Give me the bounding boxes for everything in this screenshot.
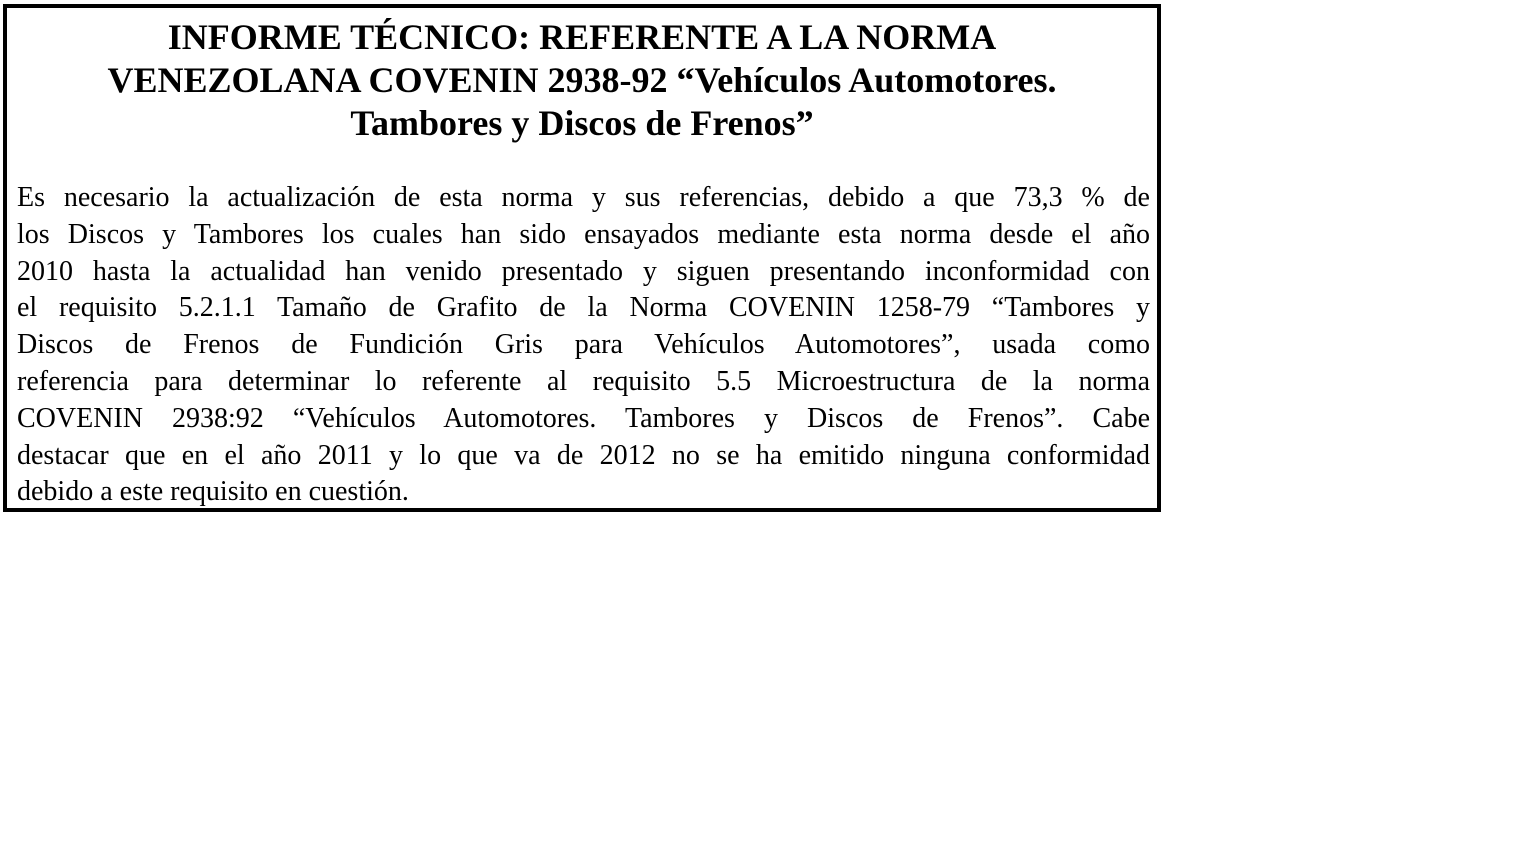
title-line: INFORME TÉCNICO: REFERENTE A LA NORMA (167, 17, 997, 57)
title-line: Tambores y Discos de Frenos” (350, 103, 814, 143)
body-line: Discos de Frenos de Fundición Gris para Vehículos Automotores”, usada como (17, 329, 1150, 361)
report-body-paragraph (17, 180, 1150, 511)
body-line: referencia para determinar lo referente al requisito 5.5 Microestructura de la norma (17, 365, 1150, 397)
body-line: 2010 hasta la actualidad han venido presentado y siguen presentando inconformidad con (17, 255, 1150, 287)
title-line: VENEZOLANA COVENIN 2938-92 “Vehículos Automotores. (107, 60, 1057, 100)
report-title (7, 16, 1157, 145)
body-line: COVENIN 2938:92 “Vehículos Automotores. Tambores y Discos de Frenos”. Cabe (17, 402, 1150, 434)
report-frame (3, 4, 1161, 512)
body-line: Es necesario la actualización de esta norma y sus referencias, debido a que 73,3 % de (17, 182, 1150, 213)
body-line: el requisito 5.2.1.1 Tamaño de Grafito de la Norma COVENIN 1258-79 “Tambores y (17, 292, 1150, 324)
body-line: debido a este requisito en cuestión. (17, 476, 409, 508)
body-line: destacar que en el año 2011 y lo que va de 2012 no se ha emitido ninguna conformidad (17, 439, 1150, 471)
body-line: los Discos y Tambores los cuales han sido ensayados mediante esta norma desde el año (17, 218, 1150, 250)
